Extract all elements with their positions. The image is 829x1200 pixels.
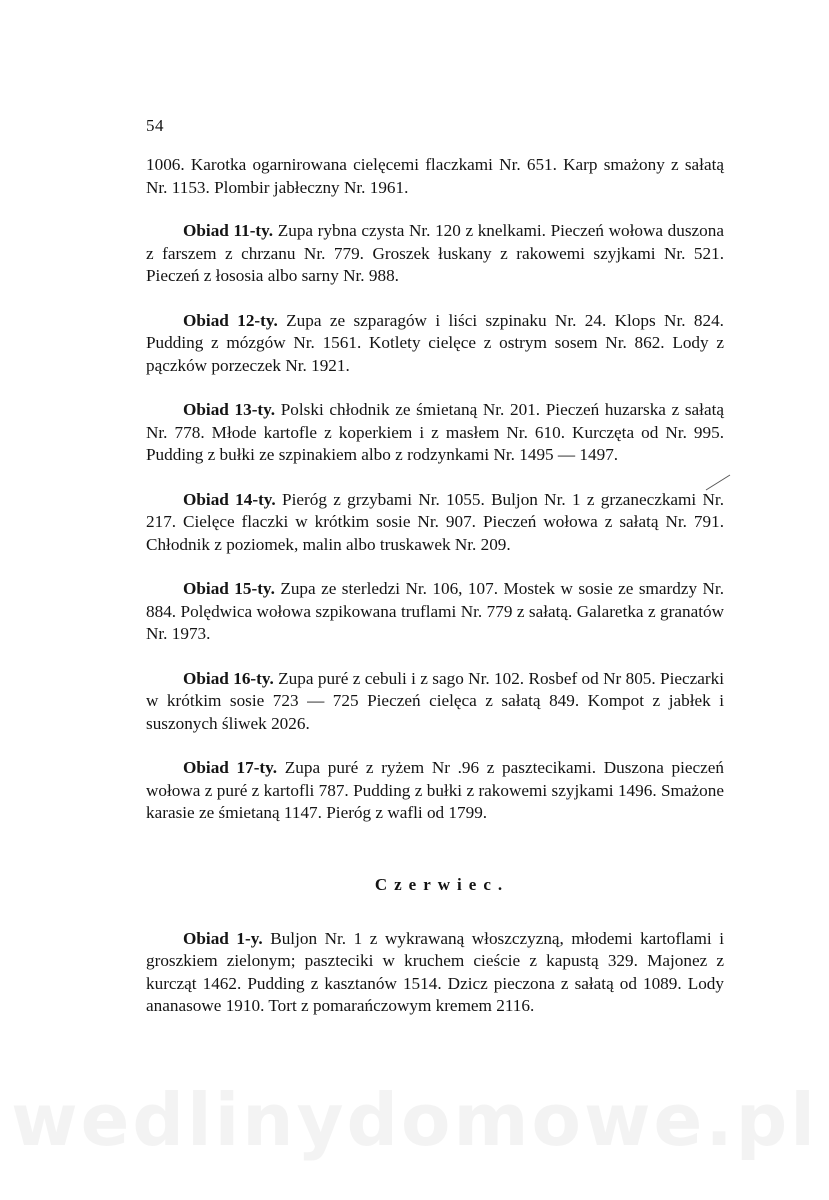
menu-title: Obiad 1-y.: [183, 928, 263, 948]
menu-text: Pieróg z grzybami Nr. 1055. Buljon Nr. 1 z grzaneczkami Nr. 217. Cielęce flaczki w krótkim sosie Nr. 907. Pieczeń wołowa z sałatą Nr. 791. Chłodnik z poziomek, malin albo truskawek Nr. 209.: [146, 489, 724, 554]
menu-paragraph: [146, 489, 724, 557]
menu-title: Obiad 17-ty.: [183, 758, 278, 777]
menu-text: Zupa puré z ryżem Nr .96 z pasztecikami. Duszona pieczeń wołowa z puré z kartofli 787. Pudding z bułki z rakowemi szyjkami 1496. Smażone karasie ze śmietaną 1147. Pieróg z wafli od 1799.: [146, 758, 724, 822]
menu-paragraph: [146, 399, 724, 467]
menu-title: Obiad 14-ty.: [183, 489, 276, 509]
menu-title: Obiad 11-ty.: [183, 221, 274, 240]
menu-text: Zupa ze sterledzi Nr. 106, 107. Mostek w sosie ze smardzy Nr. 884. Polędwica wołowa szpikowana truflami Nr. 779 z sałatą. Galaretka z granatów Nr. 1973.: [146, 579, 725, 643]
menu-title: Obiad 16-ty.: [183, 668, 274, 688]
menu-paragraph: [146, 668, 724, 736]
page-number: 54: [146, 116, 164, 135]
menu-title: Obiad 12-ty.: [183, 310, 278, 330]
menu-paragraph: [146, 757, 724, 825]
watermark: wedlinydomowe.pl: [11, 1078, 818, 1162]
menu-paragraph: [146, 578, 724, 646]
menu-title: Obiad 13-ty.: [183, 400, 276, 419]
menu-text: Zupa ze szparagów i liści szpinaku Nr. 24. Klops Nr. 824. Pudding z mózgów Nr. 1561. Kotlety cielęce z ostrym sosem Nr. 862. Lody z pączków porzeczek Nr. 1921.: [146, 310, 724, 375]
menu-title: Obiad 15-ty.: [183, 579, 275, 598]
menu-paragraph: [146, 310, 724, 378]
menu-text: Buljon Nr. 1 z wykrawaną włoszczyzną, młodemi kartoflami i groszkiem zielonym; paszteciki w kruchem cieście z kapustą 329. Majonez z kurcząt 1462. Pudding z kasztanów 1514. Dzicz pieczona z sałatą od 1089. Lody ananasowe 1910. Tort z pomarańczowym kremem 2116.: [146, 928, 725, 1015]
menu-paragraph: [146, 220, 724, 288]
page-body: [146, 154, 724, 1018]
menu-paragraph: [146, 928, 724, 1018]
continued-paragraph: 1006. Karotka ogarnirowana cielęcemi flaczkami Nr. 651. Karp smażony z sałatą Nr. 1153. Plombir jabłeczny Nr. 1961.: [146, 155, 724, 197]
section-heading: Czerwiec.: [374, 874, 510, 894]
menu-text: Zupa puré z cebuli i z sago Nr. 102. Rosbef od Nr 805. Pieczarki w krótkim sosie 723 — 725 Pieczeń cielęca z sałatą 849. Kompot z jabłek i suszonych śliwek 2026.: [146, 668, 725, 733]
menu-text: Polski chłodnik ze śmietaną Nr. 201. Pieczeń huzarska z sałatą Nr. 778. Młode kartofle z koperkiem i z masłem Nr. 610. Kurczęta od Nr. 995. Pudding z bułki ze szpinakiem albo z rodzynkami Nr. 1495 — 1497.: [146, 400, 724, 464]
menu-text: Zupa rybna czysta Nr. 120 z knelkami. Pieczeń wołowa duszona z farszem z chrzanu Nr. 779. Groszek łuskany z rakowemi szyjkami Nr. 521. Pieczeń z łososia albo sarny Nr. 988.: [146, 221, 724, 285]
